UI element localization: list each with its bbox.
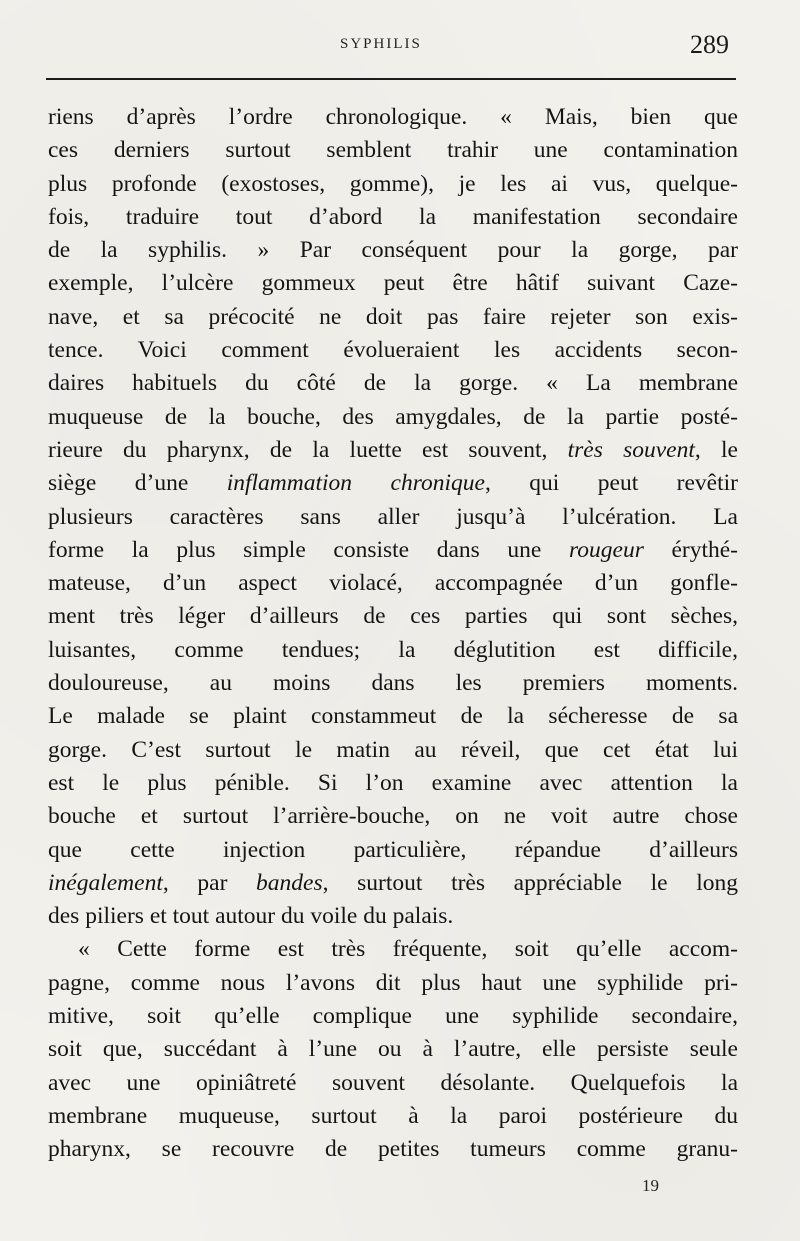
italic-run: inflammation chronique <box>226 470 485 497</box>
text-run: érythé- <box>643 536 739 563</box>
text-line: plus profonde (exostoses, gomme), je les ai vus, quelque- <box>48 170 738 197</box>
text-line <box>48 434 738 467</box>
text-run: forme la plus simple consiste dans une <box>48 536 569 563</box>
text-run: , le <box>694 436 738 463</box>
text-line: avec une opiniâtreté souvent désolante. Quelquefois la <box>48 1069 738 1096</box>
text-line: mitive, soit qu’elle complique une syphilide secondaire, <box>48 1003 738 1030</box>
text-line: ces derniers surtout semblent trahir une contamination <box>48 137 738 164</box>
text-run: siège d’une <box>48 470 227 497</box>
text-line: douloureuse, au moins dans les premiers moments. <box>48 670 738 697</box>
text-line: de la syphilis. » Par conséquent pour la gorge, par <box>48 237 738 264</box>
text-line: pagne, comme nous l’avons dit plus haut une syphilide pri- <box>48 969 738 996</box>
page-number: 289 <box>690 30 729 59</box>
text-line: tence. Voici comment évolueraient les accidents secon- <box>48 337 738 364</box>
text-line: bouche et surtout l’arrière-bouche, on ne voit autre chose <box>48 803 738 830</box>
text-run: rieure du pharynx, de la luette est souvent, <box>48 436 568 463</box>
running-head <box>0 30 800 60</box>
text-line: exemple, l’ulcère gommeux peut être hâtif suivant Caze- <box>48 270 738 297</box>
text-line: pharynx, se recouvre de petites tumeurs comme granu- <box>48 1136 738 1163</box>
text-line: plusieurs caractères sans aller jusqu’à l’ulcération. La <box>48 503 738 530</box>
text-line: fois, traduire tout d’abord la manifestation secondaire <box>48 203 738 230</box>
text-line <box>48 867 738 900</box>
text-line <box>48 534 738 567</box>
text-line: riens d’après l’ordre chronologique. « Mais, bien que <box>48 104 738 130</box>
text-line: est le plus pénible. Si l’on examine avec attention la <box>48 769 738 796</box>
italic-run: rougeur <box>568 536 644 563</box>
text-line: des piliers et tout autour du voile du palais. <box>48 903 454 930</box>
text-line: nave, et sa précocité ne doit pas faire rejeter son exis- <box>48 303 738 330</box>
italic-run: très souvent <box>567 436 695 463</box>
text-line: Le malade se plaint constammeut de la sécheresse de sa <box>48 703 738 730</box>
running-title: SYPHILIS <box>340 36 422 52</box>
text-line: « Cette forme est très fréquente, soit qu’elle accom- <box>78 936 738 963</box>
body-text <box>48 101 738 1167</box>
italic-run: bandes <box>256 869 323 896</box>
text-line: gorge. C’est surtout le matin au réveil, que cet état lui <box>48 736 738 763</box>
text-line: daires habituels du côté de la gorge. « La membrane <box>48 370 738 397</box>
text-run: , qui peut revêtir <box>484 470 738 497</box>
text-run: , par <box>162 869 257 896</box>
text-line: ment très léger d’ailleurs de ces parties qui sont sèches, <box>48 603 738 630</box>
text-line: membrane muqueuse, surtout à la paroi postérieure du <box>48 1102 738 1129</box>
signature-mark: 19 <box>642 1176 659 1195</box>
text-line: que cette injection particulière, répandue d’ailleurs <box>48 836 738 863</box>
text-line: mateuse, d’un aspect violacé, accompagnée d’un gonfle- <box>48 570 738 597</box>
header-rule <box>46 78 736 80</box>
text-line: soit que, succédant à l’une ou à l’autre, elle persiste seule <box>48 1036 738 1063</box>
italic-run: inégalement <box>48 869 163 896</box>
text-line: luisantes, comme tendues; la déglutition est difficile, <box>48 636 738 663</box>
text-line: muqueuse de la bouche, des amygdales, de la partie posté- <box>48 403 738 430</box>
text-line <box>48 467 738 500</box>
text-run: , surtout très appréciable le long <box>322 869 738 896</box>
